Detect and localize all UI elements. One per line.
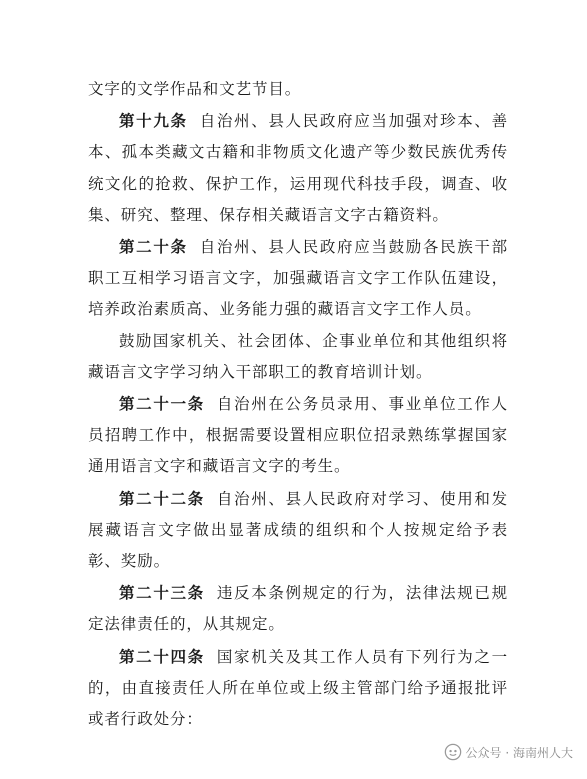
article-number: 第十九条 <box>119 111 188 131</box>
paragraph-text: 违反本条例规定的行为，法律法规已规定法律责任的，从其规定。 <box>88 584 508 634</box>
article-number: 第二十一条 <box>119 394 205 414</box>
article-number: 第二十条 <box>119 237 188 257</box>
article-20-paragraph-2 <box>88 326 508 388</box>
paragraph-text: 自治州、县人民政府对学习、使用和发展藏语言文字做出显著成绩的组织和个人按规定给予表彰、奖励。 <box>88 489 508 571</box>
paragraph-text: 国家机关及其工作人员有下列行为之一的，由直接责任人所在单位或上级主管部门给予通报批评或者行政处分： <box>88 647 508 729</box>
article-24 <box>88 641 508 736</box>
wechat-official-account-icon <box>444 743 462 761</box>
paragraph-text: 文字的文学作品和文艺节目。 <box>88 80 302 98</box>
paragraph-text: 自治州在公务员录用、事业单位工作人员招聘工作中，根据需要设置相应职位招录熟练掌握国家通用语言文字和藏语言文字的考生。 <box>88 395 508 476</box>
article-number: 第二十四条 <box>119 646 205 666</box>
article-number: 第二十二条 <box>119 488 205 508</box>
article-23 <box>88 577 508 640</box>
watermark-text: 公众号 · 海南州人大 <box>465 745 573 760</box>
document-body <box>88 74 508 735</box>
article-20 <box>88 231 508 326</box>
article-21 <box>88 388 508 483</box>
paragraph-text: 鼓励国家机关、社会团体、企事业单位和其他组织将藏语言文字学习纳入干部职工的教育培训计划。 <box>88 331 508 381</box>
article-22 <box>88 483 508 578</box>
paragraph-text: 自治州、县人民政府应当鼓励各民族干部职工互相学习语言文字，加强藏语言文字工作队伍建设，培养政治素质高、业务能力强的藏语言文字工作人员。 <box>88 238 508 319</box>
watermark <box>444 743 573 761</box>
paragraph-text: 自治州、县人民政府应当加强对珍本、善本、孤本类藏文古籍和非物质文化遗产等少数民族优秀传统文化的抢救、保护工作，运用现代科技手段，调查、收集、研究、整理、保存相关藏语言文字古籍资料。 <box>88 112 508 224</box>
article-number: 第二十三条 <box>119 583 205 603</box>
paragraph-continuation <box>88 74 508 105</box>
article-19 <box>88 105 508 231</box>
